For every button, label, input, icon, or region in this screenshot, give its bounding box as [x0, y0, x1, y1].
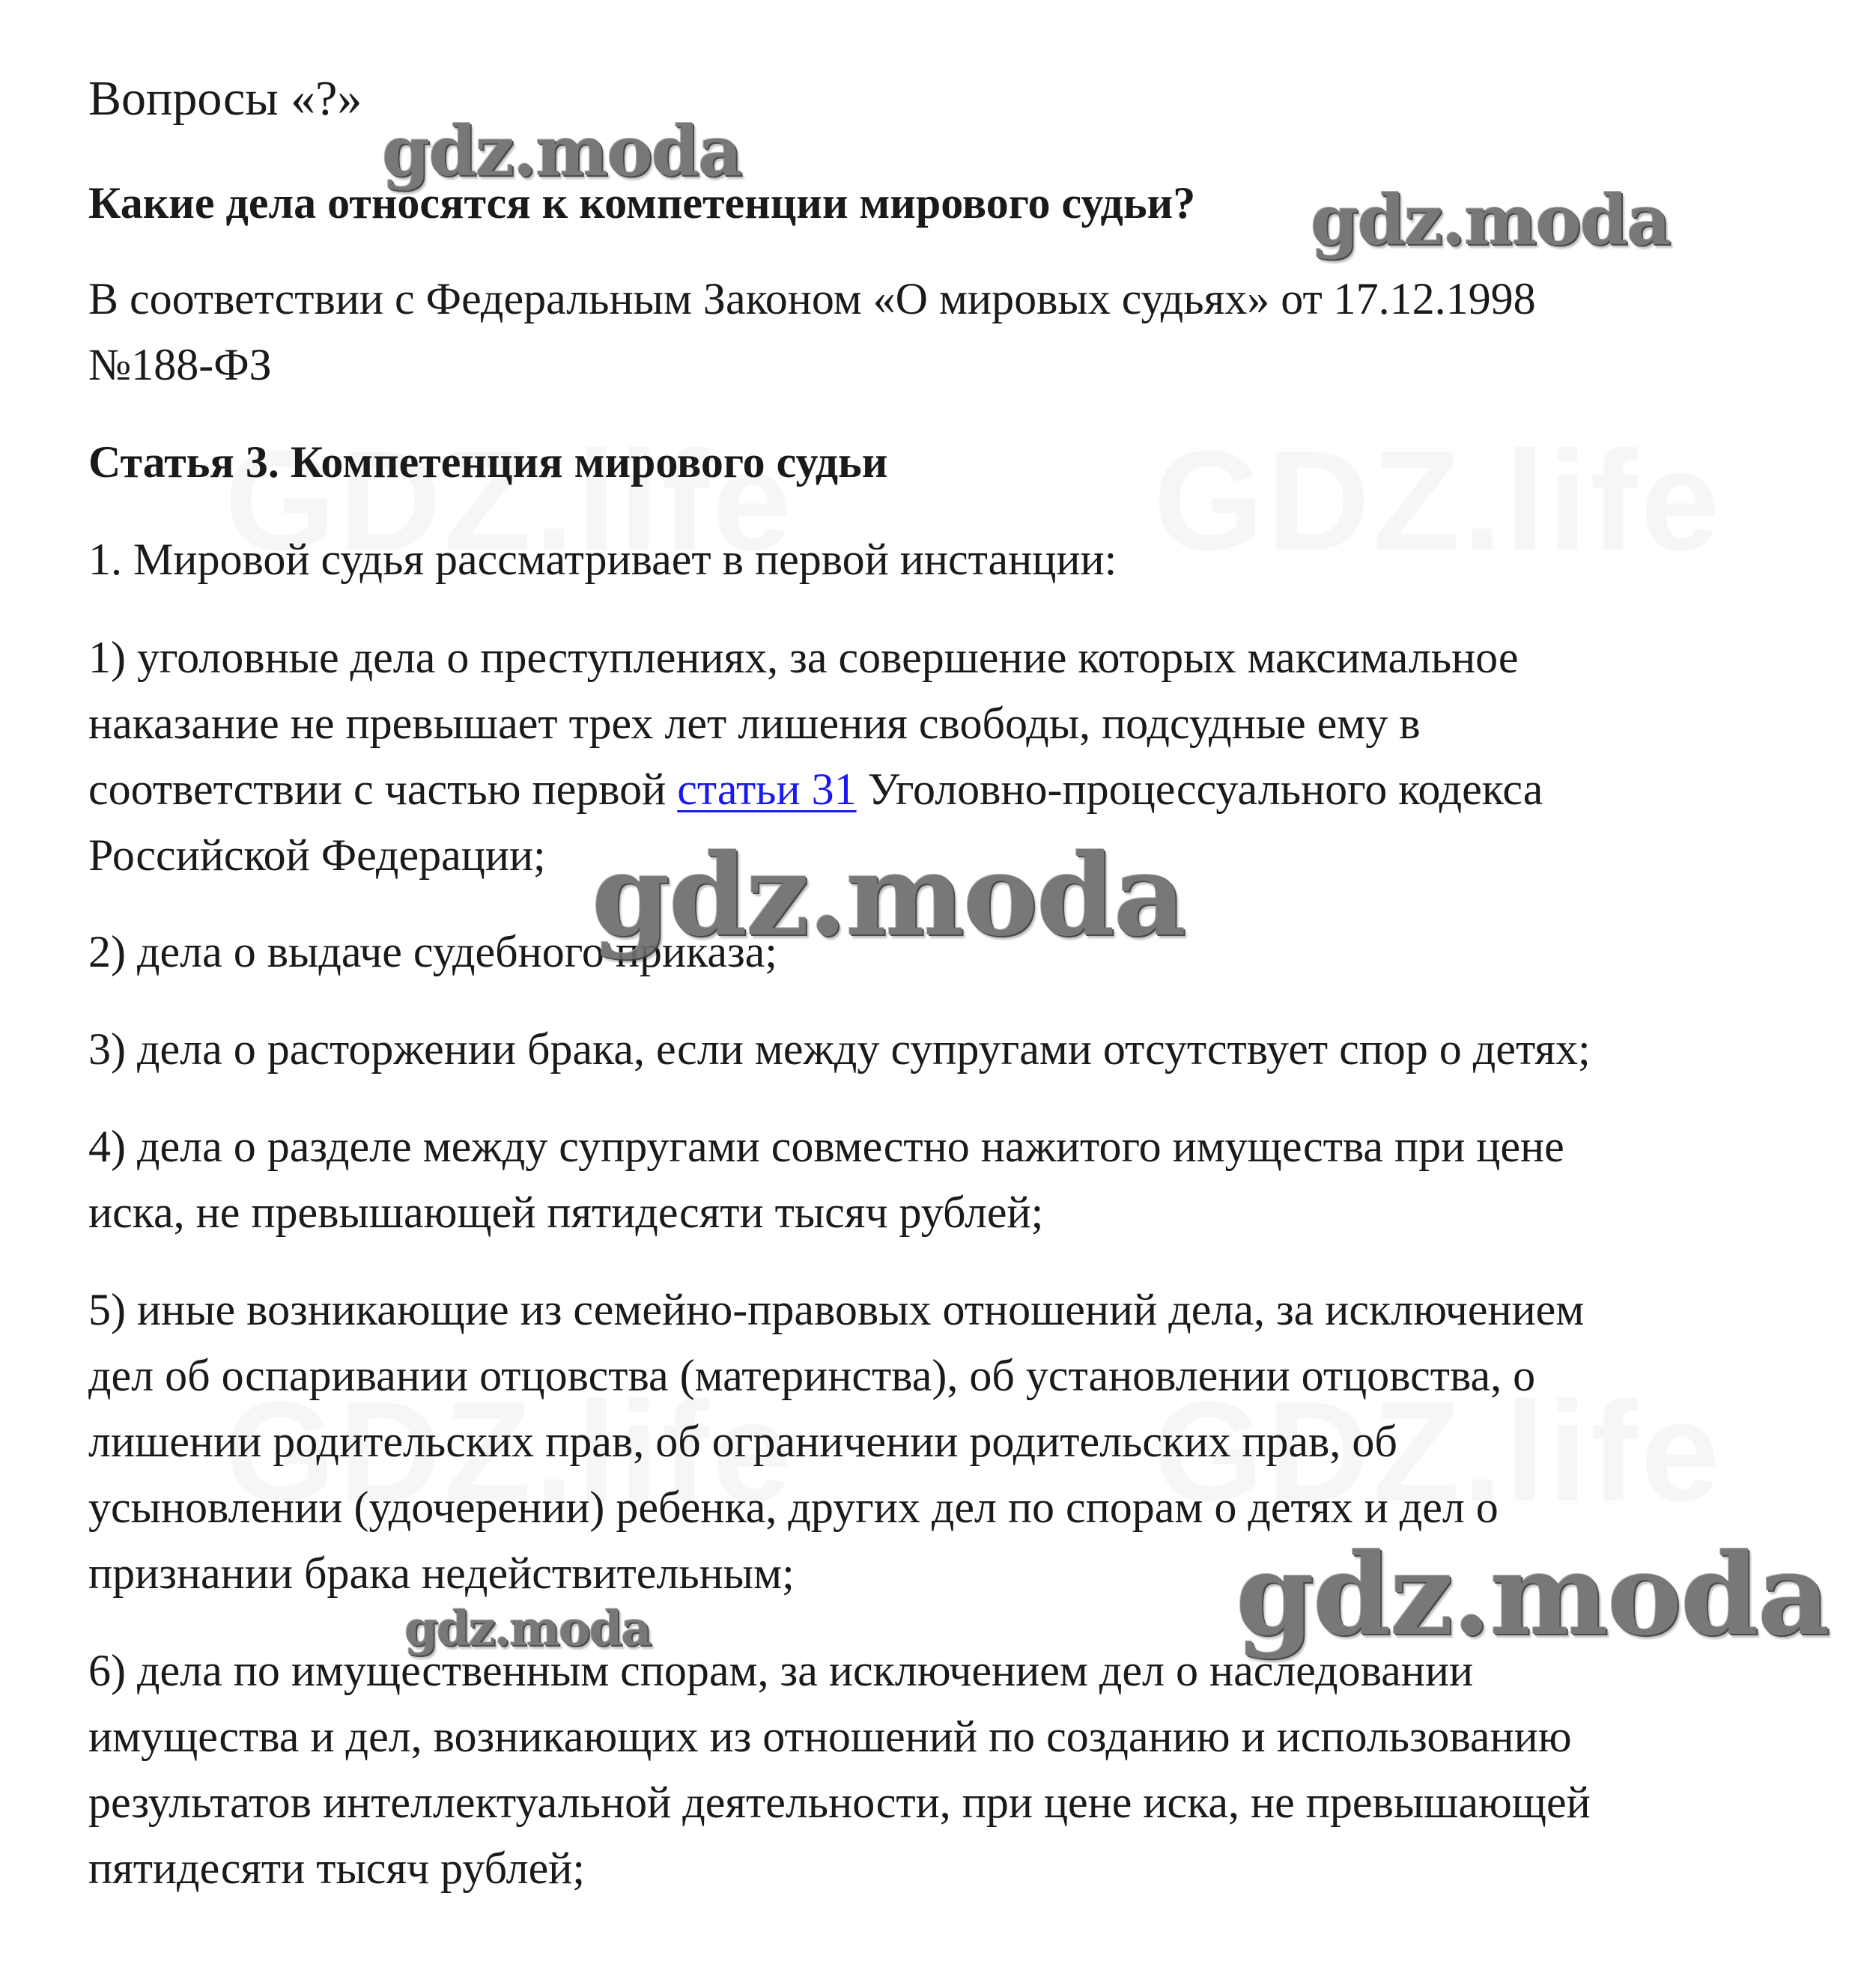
- item-5-line: признании брака недействительным;: [88, 1548, 795, 1598]
- item-1-text: соответствии с частью первой: [88, 765, 678, 814]
- article-31-link[interactable]: статьи 31: [677, 765, 857, 814]
- item-1-line: [88, 756, 1803, 822]
- item-6-line: пятидесяти тысяч рублей;: [88, 1843, 585, 1893]
- gdz-moda-watermark: gdz.moda: [382, 111, 741, 192]
- item-4-line: иска, не превышающей пятидесяти тысяч рублей;: [88, 1188, 1044, 1237]
- item-5-line: лишении родительских прав, об ограничении родительских прав, об: [88, 1417, 1397, 1466]
- item-3: 3) дела о расторжении брака, если между супругами отсутствует спор о детях;: [88, 1024, 1591, 1074]
- item-6-line: 6) дела по имущественным спорам, за исключением дел о наследовании: [88, 1646, 1474, 1695]
- item-1-text: Уголовно-процессуального кодекса: [856, 765, 1543, 814]
- article-heading: Статья 3. Компетенция мирового судьи: [88, 437, 888, 487]
- gdz-moda-watermark: gdz.moda: [404, 1601, 651, 1657]
- law-intro-line: В соответствии с Федеральным Законом «О мировых судьях» от 17.12.1998: [88, 274, 1536, 323]
- section-title: Вопросы «?»: [88, 71, 362, 126]
- item-6-line: имущества и дел, возникающих из отношений по созданию и использованию: [88, 1712, 1572, 1761]
- gdz-moda-watermark: gdz.moda: [1311, 180, 1670, 261]
- item-2: 2) дела о выдаче судебного приказа;: [88, 927, 777, 976]
- item-4-line: 4) дела о разделе между супругами совместно нажитого имущества при цене: [88, 1122, 1564, 1171]
- question-heading: Какие дела относятся к компетенции мирового судьи?: [88, 178, 1196, 228]
- item-5-line: усыновлении (удочерении) ребенка, других дел по спорам о детях и дел о: [88, 1483, 1499, 1532]
- item-6-line: результатов интеллектуальной деятельности, при цене иска, не превышающей: [88, 1778, 1591, 1827]
- item-1-line: наказание не превышает трех лет лишения свободы, подсудные ему в: [88, 699, 1421, 748]
- item-1-line: 1) уголовные дела о преступлениях, за совершение которых максимальное: [88, 633, 1519, 682]
- gdz-moda-watermark: gdz.moda: [1236, 1529, 1830, 1661]
- gdz-moda-watermark: gdz.moda: [592, 830, 1185, 961]
- paragraph-1: 1. Мировой судья рассматривает в первой инстанции:: [88, 535, 1117, 584]
- item-1-line: Российской Федерации;: [88, 830, 546, 880]
- law-intro-line: №188-ФЗ: [88, 340, 272, 389]
- item-5-line: дел об оспаривании отцовства (материнства), об установлении отцовства, о: [88, 1351, 1536, 1400]
- item-5-line: 5) иные возникающие из семейно-правовых отношений дела, за исключением: [88, 1285, 1585, 1334]
